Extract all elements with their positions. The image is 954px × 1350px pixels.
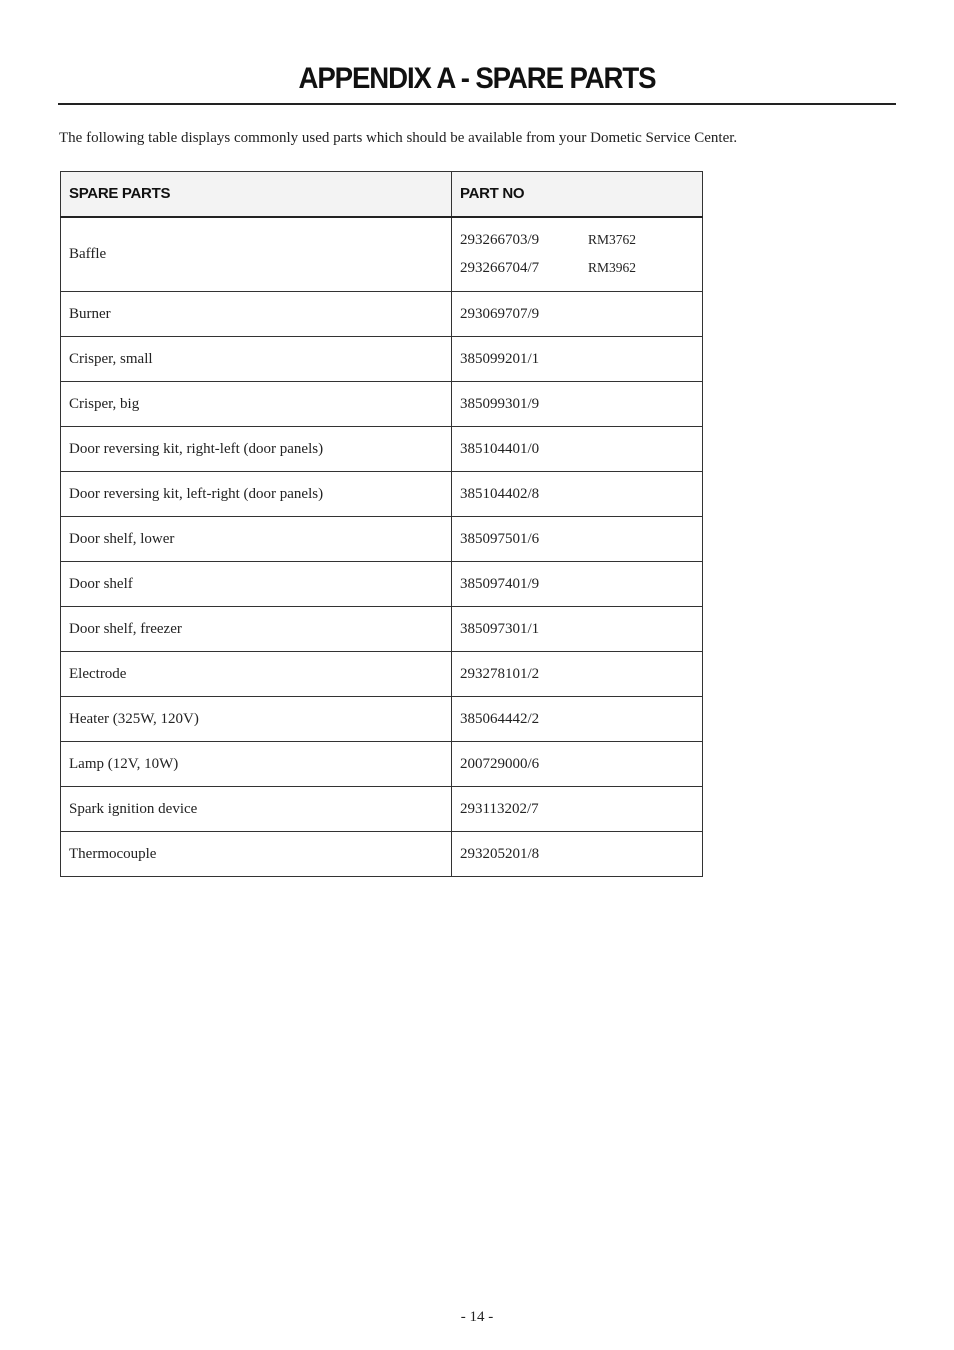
part-name-cell: Crisper, big [61,382,452,427]
part-name-cell: Electrode [61,652,452,697]
part-number: 293266704/7 [460,260,540,277]
part-name-cell: Door shelf [61,562,452,607]
table-header-row [61,172,703,217]
part-number-line [460,435,694,463]
part-number-line [460,525,694,553]
part-number-cell [452,427,703,472]
part-name-cell: Door shelf, freezer [61,607,452,652]
table-row [61,517,703,562]
table-row [61,562,703,607]
model-number: RM3962 [588,260,637,276]
part-number-cell [452,472,703,517]
table-row [61,382,703,427]
table-row [61,607,703,652]
part-number: 200729000/6 [460,756,540,772]
table-row [61,697,703,742]
column-header-spare-parts: SPARE PARTS [61,172,452,217]
part-number: 293266703/9 [460,232,540,249]
table-row [61,787,703,832]
page-number: - 14 - [460,1309,494,1325]
part-number-line [460,300,694,328]
part-number-cell [452,697,703,742]
part-number-line [460,660,694,688]
part-number: 293069707/9 [460,306,540,322]
part-name-cell: Crisper, small [61,337,452,382]
part-number-cell [452,292,703,337]
part-number: 385097501/6 [460,531,540,547]
part-name-cell: Heater (325W, 120V) [61,697,452,742]
part-number: 385097301/1 [460,621,540,637]
part-number: 385097401/9 [460,576,540,592]
part-number-line [460,570,694,598]
part-number: 293113202/7 [460,801,539,817]
model-number: RM3762 [588,232,637,248]
part-number-cell [452,337,703,382]
part-number-cell [452,652,703,697]
page-title: APPENDIX A - SPARE PARTS [298,62,656,95]
table-row [61,742,703,787]
table-row [61,217,703,292]
part-name-cell: Door shelf, lower [61,517,452,562]
part-name-cell: Door reversing kit, left-right (door panels) [61,472,452,517]
part-name-cell: Burner [61,292,452,337]
table-row [61,292,703,337]
part-number-cell [452,607,703,652]
intro-paragraph: The following table displays commonly used parts which should be available from your Dometic Service Center. [59,130,738,146]
part-number: 385104401/0 [460,441,540,457]
part-number-cell [452,832,703,877]
part-number-line [460,795,694,823]
part-number: 385099201/1 [460,351,540,367]
column-header-part-no: PART NO [452,172,703,217]
part-number: 293278101/2 [460,666,540,682]
part-number-line [460,705,694,733]
table-row [61,427,703,472]
spare-parts-table [60,171,703,877]
part-number-cell [452,217,703,292]
table-row [61,832,703,877]
part-number-line [460,615,694,643]
part-name-cell: Thermocouple [61,832,452,877]
part-number-cell [452,742,703,787]
part-number-cell [452,382,703,427]
part-number-line [460,840,694,868]
part-number: 385099301/9 [460,396,540,412]
part-number-line [460,390,694,418]
part-name-cell: Baffle [61,217,452,292]
title-divider [58,103,896,105]
part-name-cell: Lamp (12V, 10W) [61,742,452,787]
part-name-cell: Spark ignition device [61,787,452,832]
part-number-line [460,254,694,282]
part-number-line [460,226,694,254]
table-row [61,472,703,517]
part-number: 293205201/8 [460,846,540,862]
part-number-line [460,750,694,778]
table-row [61,652,703,697]
table-body [61,217,703,877]
part-name-cell: Door reversing kit, right-left (door panels) [61,427,452,472]
part-number-cell [452,517,703,562]
part-number: 385064442/2 [460,711,540,727]
table-row [61,337,703,382]
part-number: 385104402/8 [460,486,540,502]
part-number-line [460,480,694,508]
part-number-line [460,345,694,373]
part-number-cell [452,787,703,832]
part-number-cell [452,562,703,607]
